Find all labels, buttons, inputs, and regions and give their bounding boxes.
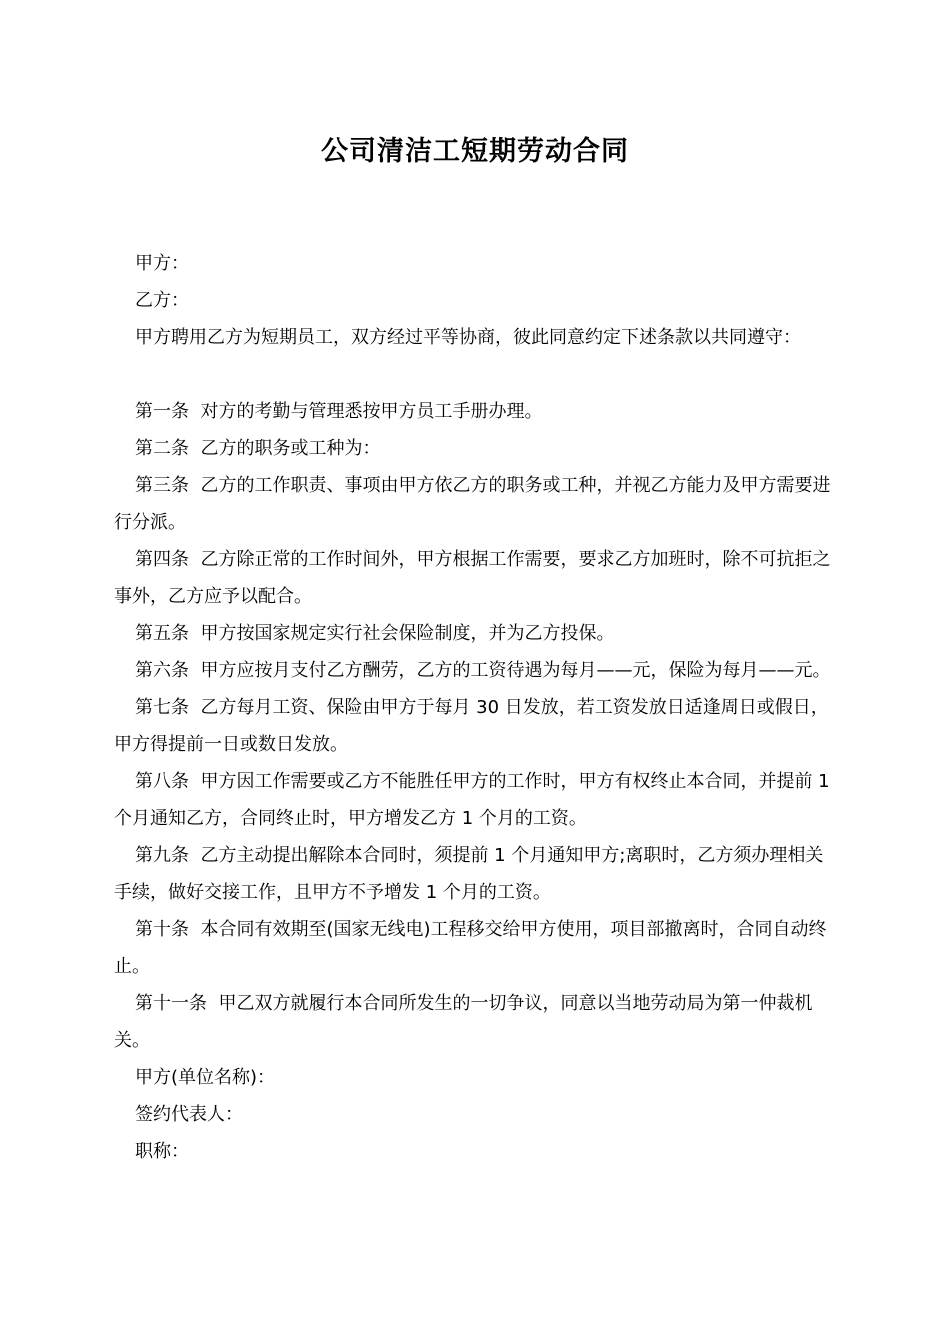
article-3: 第三条 乙方的工作职责、事项由甲方依乙方的职务或工种，并视乙方能力及甲方需要进行分派。 bbox=[114, 475, 831, 533]
article-6: 第六条 甲方应按月支付乙方酬劳，乙方的工资待遇为每月——元，保险为每月——元。 bbox=[135, 660, 831, 681]
article-1: 第一条 对方的考勤与管理悉按甲方员工手册办理。 bbox=[135, 401, 543, 422]
contract-intro: 甲方聘用乙方为短期员工，双方经过平等协商，彼此同意约定下述条款以共同遵守： bbox=[135, 327, 801, 348]
document-body bbox=[114, 245, 836, 1170]
signature-representative-label: 签约代表人： bbox=[135, 1104, 243, 1125]
paragraph-spacer bbox=[114, 356, 836, 393]
document-title: 公司清洁工短期劳动合同 bbox=[321, 136, 629, 167]
party-b-label: 乙方： bbox=[135, 290, 189, 311]
article-8: 第八条 甲方因工作需要或乙方不能胜任甲方的工作时，甲方有权终止本合同，并提前 1 个月通知乙方，合同终止时，甲方增发乙方 1 个月的工资。 bbox=[114, 771, 836, 829]
article-7: 第七条 乙方每月工资、保险由甲方于每月 30 日发放，若工资发放日适逢周日或假日，甲方得提前一日或数日发放。 bbox=[114, 697, 829, 755]
article-10: 第十条 本合同有效期至(国家无线电)工程移交给甲方使用，项目部撤离时，合同自动终止。 bbox=[114, 919, 827, 977]
party-a-label: 甲方： bbox=[135, 253, 189, 274]
article-5: 第五条 甲方按国家规定实行社会保险制度，并为乙方投保。 bbox=[135, 623, 615, 644]
article-2: 第二条 乙方的职务或工种为： bbox=[135, 438, 381, 459]
signature-company-label: 甲方(单位名称)： bbox=[135, 1067, 276, 1088]
article-9: 第九条 乙方主动提出解除本合同时，须提前 1 个月通知甲方;离职时，乙方须办理相关手续，做好交接工作，且甲方不予增发 1 个月的工资。 bbox=[114, 845, 824, 903]
signature-position-label: 职称： bbox=[135, 1141, 189, 1162]
article-11: 第十一条 甲乙双方就履行本合同所发生的一切争议，同意以当地劳动局为第一仲裁机关。 bbox=[114, 993, 813, 1051]
article-4: 第四条 乙方除正常的工作时间外，甲方根据工作需要，要求乙方加班时，除不可抗拒之事外，乙方应予以配合。 bbox=[114, 549, 831, 607]
